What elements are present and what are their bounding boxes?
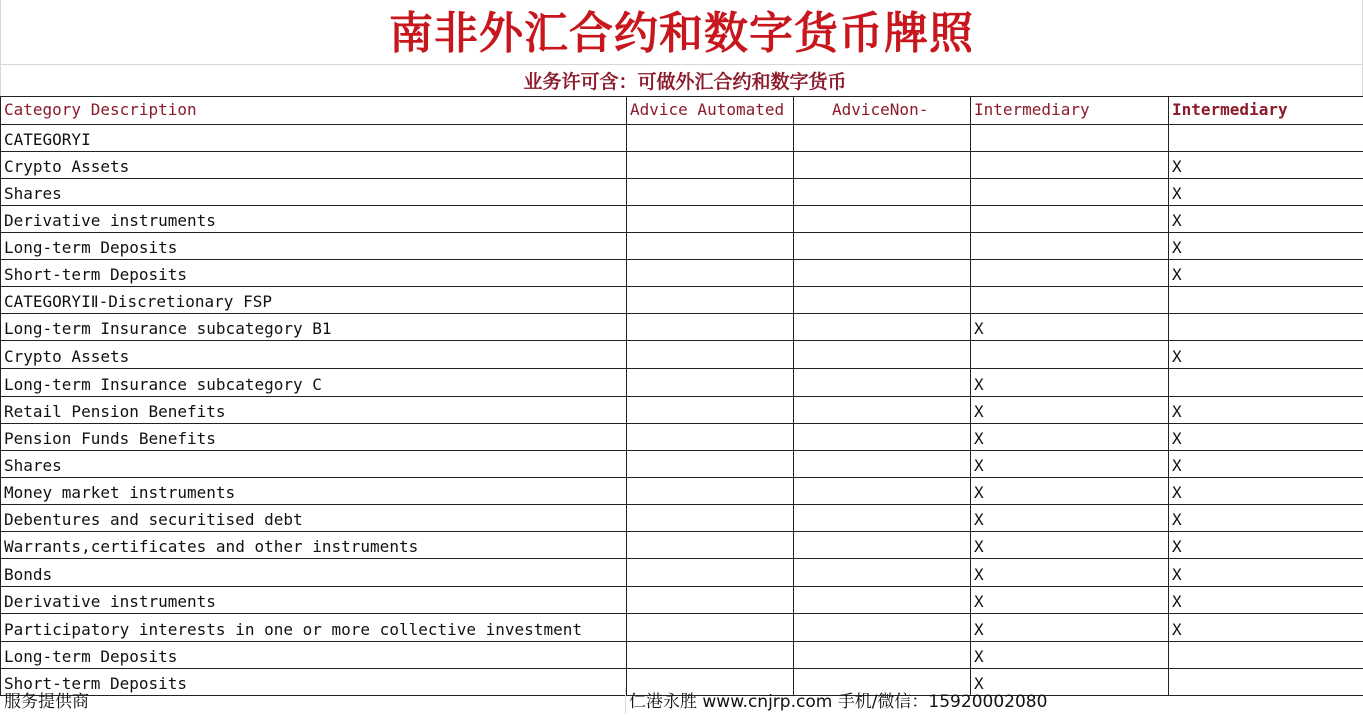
table-row xyxy=(1,397,1363,424)
intermediary-cell: X xyxy=(971,642,1169,669)
intermediary-bold-cell: X xyxy=(1169,397,1363,424)
advice-non-cell xyxy=(794,505,971,532)
advice-non-cell xyxy=(794,152,971,179)
advice-automated-cell xyxy=(627,206,794,233)
table-row xyxy=(1,206,1363,233)
category-description-cell: Short-term Deposits xyxy=(1,260,627,287)
advice-automated-cell xyxy=(627,152,794,179)
table-row xyxy=(1,559,1363,587)
table-row xyxy=(1,233,1363,260)
category-description-cell: CATEGORYI xyxy=(1,125,627,152)
intermediary-bold-cell: X xyxy=(1169,559,1363,587)
intermediary-cell xyxy=(971,179,1169,206)
intermediary-cell xyxy=(971,260,1169,287)
table-body xyxy=(1,97,1363,696)
footer-provider-label: 服务提供商 xyxy=(4,688,89,716)
intermediary-cell: X xyxy=(971,369,1169,397)
intermediary-cell xyxy=(971,125,1169,152)
column-header-category: Category Description xyxy=(1,97,627,125)
intermediary-bold-cell: X xyxy=(1169,179,1363,206)
category-description-cell: Long-term Deposits xyxy=(1,233,627,260)
advice-automated-cell xyxy=(627,478,794,505)
table-row xyxy=(1,505,1363,532)
advice-non-cell xyxy=(794,260,971,287)
column-header-advice-non: AdviceNon- xyxy=(794,97,971,125)
category-description-cell: Shares xyxy=(1,179,627,206)
advice-automated-cell xyxy=(627,587,794,614)
table-row xyxy=(1,125,1363,152)
category-description-cell: Retail Pension Benefits xyxy=(1,397,627,424)
intermediary-bold-cell xyxy=(1169,287,1363,314)
intermediary-bold-cell: X xyxy=(1169,532,1363,559)
intermediary-bold-cell: X xyxy=(1169,341,1363,369)
advice-automated-cell xyxy=(627,397,794,424)
advice-non-cell xyxy=(794,314,971,341)
advice-automated-cell xyxy=(627,614,794,642)
category-description-cell: Money market instruments xyxy=(1,478,627,505)
intermediary-cell: X xyxy=(971,505,1169,532)
page-subtitle: 业务许可含：可做外汇合约和数字货币 xyxy=(0,66,1363,96)
table-header-row xyxy=(1,97,1363,125)
intermediary-cell xyxy=(971,341,1169,369)
category-description-cell: Warrants,certificates and other instruments xyxy=(1,532,627,559)
advice-non-cell xyxy=(794,341,971,369)
category-description-cell: Debentures and securitised debt xyxy=(1,505,627,532)
intermediary-cell: X xyxy=(971,397,1169,424)
intermediary-bold-cell: X xyxy=(1169,451,1363,478)
advice-non-cell xyxy=(794,424,971,451)
advice-automated-cell xyxy=(627,125,794,152)
table-row xyxy=(1,451,1363,478)
advice-non-cell xyxy=(794,287,971,314)
advice-non-cell xyxy=(794,451,971,478)
advice-non-cell xyxy=(794,614,971,642)
column-header-intermediary: Intermediary xyxy=(971,97,1169,125)
advice-automated-cell xyxy=(627,532,794,559)
table-row xyxy=(1,152,1363,179)
column-header-advice-automated: Advice Automated xyxy=(627,97,794,125)
advice-automated-cell xyxy=(627,451,794,478)
table-row xyxy=(1,614,1363,642)
advice-automated-cell xyxy=(627,287,794,314)
advice-non-cell xyxy=(794,179,971,206)
table-row xyxy=(1,424,1363,451)
intermediary-bold-cell xyxy=(1169,314,1363,341)
table-row xyxy=(1,260,1363,287)
intermediary-bold-cell: X xyxy=(1169,505,1363,532)
intermediary-cell: X xyxy=(971,614,1169,642)
intermediary-bold-cell: X xyxy=(1169,614,1363,642)
advice-automated-cell xyxy=(627,314,794,341)
advice-non-cell xyxy=(794,233,971,260)
advice-non-cell xyxy=(794,587,971,614)
intermediary-bold-cell xyxy=(1169,125,1363,152)
advice-non-cell xyxy=(794,125,971,152)
intermediary-cell: X xyxy=(971,451,1169,478)
table-row xyxy=(1,587,1363,614)
intermediary-cell: X xyxy=(971,478,1169,505)
advice-automated-cell xyxy=(627,179,794,206)
advice-non-cell xyxy=(794,532,971,559)
category-description-cell: Long-term Insurance subcategory B1 xyxy=(1,314,627,341)
intermediary-bold-cell: X xyxy=(1169,478,1363,505)
intermediary-bold-cell: X xyxy=(1169,260,1363,287)
intermediary-cell: X xyxy=(971,587,1169,614)
license-category-table xyxy=(0,96,1363,696)
table-row xyxy=(1,642,1363,669)
category-description-cell: CATEGORYIⅡ-Discretionary FSP xyxy=(1,287,627,314)
table-row xyxy=(1,179,1363,206)
footer-divider xyxy=(625,688,626,714)
category-description-cell: Bonds xyxy=(1,559,627,587)
advice-automated-cell xyxy=(627,642,794,669)
advice-automated-cell xyxy=(627,369,794,397)
table-row xyxy=(1,369,1363,397)
advice-non-cell xyxy=(794,642,971,669)
intermediary-cell xyxy=(971,287,1169,314)
column-header-intermediary-bold: Intermediary xyxy=(1169,97,1363,125)
advice-non-cell xyxy=(794,369,971,397)
category-description-cell: Shares xyxy=(1,451,627,478)
advice-non-cell xyxy=(794,559,971,587)
advice-non-cell xyxy=(794,397,971,424)
category-description-cell: Derivative instruments xyxy=(1,206,627,233)
title-divider xyxy=(0,64,1363,65)
intermediary-bold-cell xyxy=(1169,642,1363,669)
category-description-cell: Participatory interests in one or more collective investment xyxy=(1,614,627,642)
category-description-cell: Pension Funds Benefits xyxy=(1,424,627,451)
advice-automated-cell xyxy=(627,559,794,587)
intermediary-cell xyxy=(971,206,1169,233)
page-title: 南非外汇合约和数字货币牌照 xyxy=(0,0,1363,64)
intermediary-cell: X xyxy=(971,532,1169,559)
advice-automated-cell xyxy=(627,424,794,451)
intermediary-bold-cell xyxy=(1169,369,1363,397)
category-description-cell: Long-term Insurance subcategory C xyxy=(1,369,627,397)
category-description-cell: Short-term Deposits xyxy=(1,669,627,696)
footer xyxy=(0,688,1363,714)
intermediary-bold-cell: X xyxy=(1169,233,1363,260)
advice-automated-cell xyxy=(627,341,794,369)
intermediary-cell: X xyxy=(971,424,1169,451)
advice-automated-cell xyxy=(627,233,794,260)
intermediary-cell: X xyxy=(971,669,1169,696)
footer-contact-info: 仁港永胜 www.cnjrp.com 手机/微信：15920002080 xyxy=(629,688,1047,716)
category-description-cell: Crypto Assets xyxy=(1,341,627,369)
table-row xyxy=(1,532,1363,559)
category-description-cell: Crypto Assets xyxy=(1,152,627,179)
intermediary-cell: X xyxy=(971,559,1169,587)
intermediary-cell xyxy=(971,152,1169,179)
advice-non-cell xyxy=(794,206,971,233)
intermediary-cell xyxy=(971,233,1169,260)
table-row xyxy=(1,341,1363,369)
advice-automated-cell xyxy=(627,260,794,287)
advice-non-cell xyxy=(794,478,971,505)
intermediary-bold-cell: X xyxy=(1169,152,1363,179)
advice-automated-cell xyxy=(627,505,794,532)
table-row xyxy=(1,314,1363,341)
category-description-cell: Long-term Deposits xyxy=(1,642,627,669)
category-description-cell: Derivative instruments xyxy=(1,587,627,614)
intermediary-bold-cell: X xyxy=(1169,587,1363,614)
table-row xyxy=(1,478,1363,505)
table-row xyxy=(1,287,1363,314)
intermediary-bold-cell: X xyxy=(1169,206,1363,233)
intermediary-cell: X xyxy=(971,314,1169,341)
intermediary-bold-cell: X xyxy=(1169,424,1363,451)
